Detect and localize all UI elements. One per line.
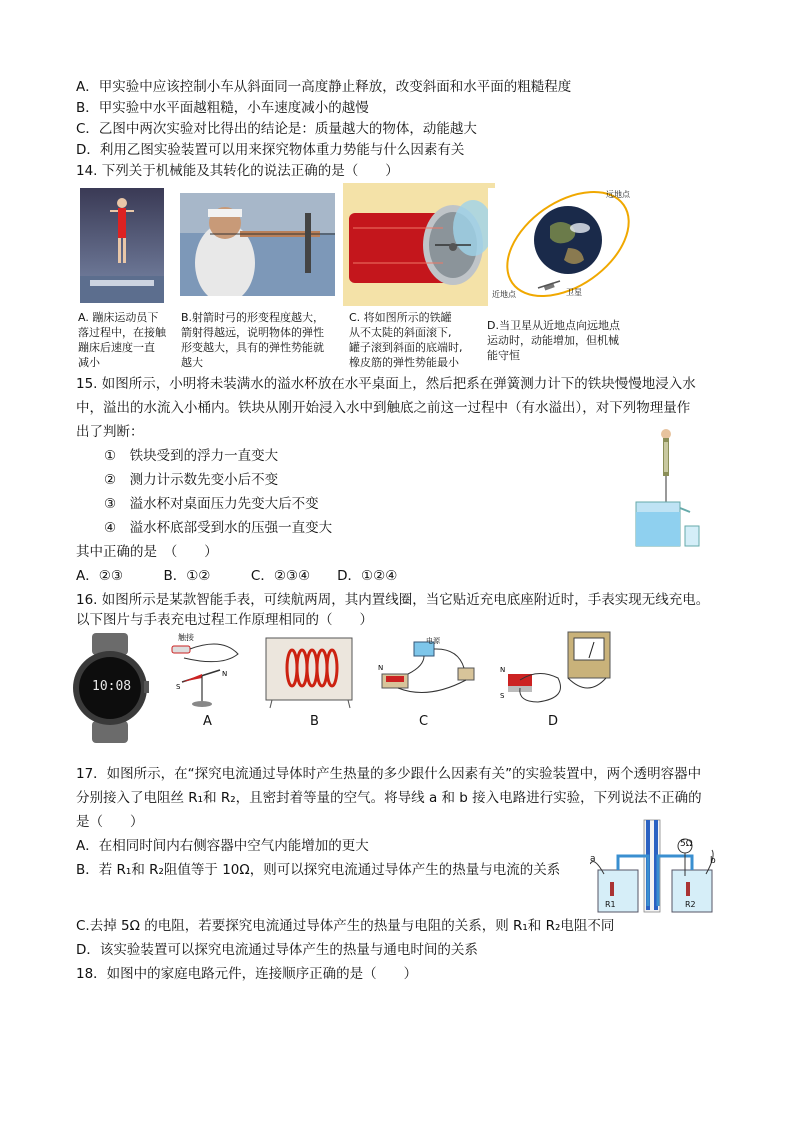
caption-line: D.当卫星从近地点向远地点 xyxy=(487,319,620,332)
q15-ask: 其中正确的是 （ ） xyxy=(76,544,218,560)
archer-photo xyxy=(180,193,335,296)
trampoline-photo xyxy=(80,188,164,303)
caption-line: 减小 xyxy=(78,356,100,369)
caption-line: A. 蹦床运动员下 xyxy=(78,311,159,324)
satellite-label: 卫星 xyxy=(566,288,582,297)
q15-stem-line: 中，溢出的水流入小桶内。铁块从刚开始浸入水中到触底之前这一过程中（有水溢出），对下列物理量作 xyxy=(76,400,691,416)
q15-stem-line: 15. 如图所示，小明将未装满水的溢水杯放在水平桌面上，然后把系在弹簧测力计下的铁块慢慢地浸入水 xyxy=(76,376,696,392)
caption-line: 形变越大，具有的弹性势能就 xyxy=(181,341,324,354)
figure-c-motor xyxy=(378,636,478,696)
fig-5ohm-label: 5Ω xyxy=(680,839,693,849)
q16-stem-line: 以下图片与手表充电过程工作原理相同的（ ） xyxy=(76,612,373,628)
q17-stem-line: 17．如图所示，在“探究电流通过导体时产生热量的多少跟什么因素有关”的实验装置中，两个透明容器中 xyxy=(76,766,702,782)
svg-text:N: N xyxy=(222,670,228,678)
fig-terminal-a: a xyxy=(590,854,596,864)
q15-options: A．②③ B．①② C．②③④ D．①②④ xyxy=(76,568,398,584)
figure-a-label: A xyxy=(203,714,212,729)
q14-caption-b xyxy=(181,310,324,370)
figure-d-generator xyxy=(498,628,618,710)
fig-terminal-b: b xyxy=(710,856,716,866)
can-photo xyxy=(343,183,495,306)
fig-r1-label: R1 xyxy=(605,900,616,909)
svg-text:N: N xyxy=(378,664,384,672)
q15-statement-2: ② 测力计示数先变小后不变 xyxy=(104,472,279,488)
q14-caption-d xyxy=(487,318,620,363)
figure-a-tag: 触接 xyxy=(178,633,194,642)
watch-time: 10:08 xyxy=(92,679,132,694)
q17-stem-line: 分别接入了电阻丝 R₁和 R₂，且密封着等量的空气。将导线 a 和 b 接入电路进行实验，下列说法不正确的 xyxy=(76,790,702,806)
q15-statement-4: ④ 溢水杯底部受到水的压强一直变大 xyxy=(104,520,333,536)
q14-caption-a xyxy=(78,310,166,370)
figure-c-label: C xyxy=(419,714,429,729)
near-point-label: 近地点 xyxy=(492,290,516,299)
caption-line: 箭射得越远，说明物体的弹性 xyxy=(181,326,324,339)
caption-line: 越大 xyxy=(181,356,203,369)
q17-option-a: A．在相同时间内右侧容器中空气内能增加的更大 xyxy=(76,838,369,854)
q18-stem: 18．如图中的家庭电路元件，连接顺序正确的是（ ） xyxy=(76,966,418,982)
q15-statement-3: ③ 溢水杯对桌面压力先变大后不变 xyxy=(104,496,319,512)
q14-caption-c xyxy=(349,310,463,370)
q17-option-d: D．该实验装置可以探究电流通过导体产生的热量与通电时间的关系 xyxy=(76,942,478,958)
caption-line: C. 将如图所示的铁罐 xyxy=(349,311,452,324)
far-point-label: 远地点 xyxy=(606,190,630,199)
svg-text:S: S xyxy=(176,683,181,691)
q17-option-c: C.去掉 5Ω 的电阻，若要探究电流通过导体产生的热量与电阻的关系，则 R₁和 R₂电阻不同 xyxy=(76,918,615,934)
figure-d-label: D xyxy=(548,714,559,729)
q16-stem-line: 16. 如图所示是某款智能手表，可续航两周，其内置线圈，当它贴近充电底座附近时，手表实现无线充电。 xyxy=(76,592,710,608)
joule-heat-apparatus xyxy=(590,816,718,918)
caption-line: 能守恒 xyxy=(487,349,520,362)
q13-option-d: D．利用乙图实验装置可以用来探究物体重力势能与什么因素有关 xyxy=(76,142,465,158)
figure-a-oersted xyxy=(162,632,242,712)
q15-statement-1: ① 铁块受到的浮力一直变大 xyxy=(104,448,279,464)
q17-option-b: B．若 R₁和 R₂阻值等于 10Ω，则可以探究电流通过导体产生的热量与电流的关系 xyxy=(76,862,561,878)
satellite-orbit-diagram xyxy=(488,188,640,306)
figure-c-tag: 电源 xyxy=(426,637,440,645)
smartwatch-image xyxy=(70,633,150,743)
caption-line: 运动时，动能增加，但机械 xyxy=(487,334,619,347)
q17-stem-line: 是（ ） xyxy=(76,814,144,830)
q14-stem: 14. 下列关于机械能及其转化的说法正确的是（ ） xyxy=(76,163,399,179)
caption-line: 橡皮筋的弹性势能最小 xyxy=(349,356,459,369)
caption-line: 从不太陡的斜面滚下, xyxy=(349,326,452,339)
caption-line: B.射箭时弓的形变程度越大， xyxy=(181,311,325,324)
q13-option-b: B．甲实验中水平面越粗糙，小车速度减小的越慢 xyxy=(76,100,369,116)
fig-r2-label: R2 xyxy=(685,900,696,909)
svg-text:N: N xyxy=(500,666,506,674)
caption-line: 罐子滚到斜面的底端时, xyxy=(349,341,463,354)
caption-line: 蹦床后速度一直 xyxy=(78,341,155,354)
figure-b-label: B xyxy=(310,714,319,729)
q13-option-c: C．乙图中两次实验对比得出的结论是：质量越大的物体，动能越大 xyxy=(76,121,477,137)
figure-b-coil xyxy=(262,632,358,710)
q15-stem-line: 出了判断： xyxy=(76,424,144,440)
overflow-cup-figure xyxy=(630,428,702,550)
svg-text:S: S xyxy=(500,692,505,700)
caption-line: 落过程中，在接触 xyxy=(78,326,166,339)
q13-option-a: A．甲实验中应该控制小车从斜面同一高度静止释放，改变斜面和水平面的粗糙程度 xyxy=(76,79,572,95)
